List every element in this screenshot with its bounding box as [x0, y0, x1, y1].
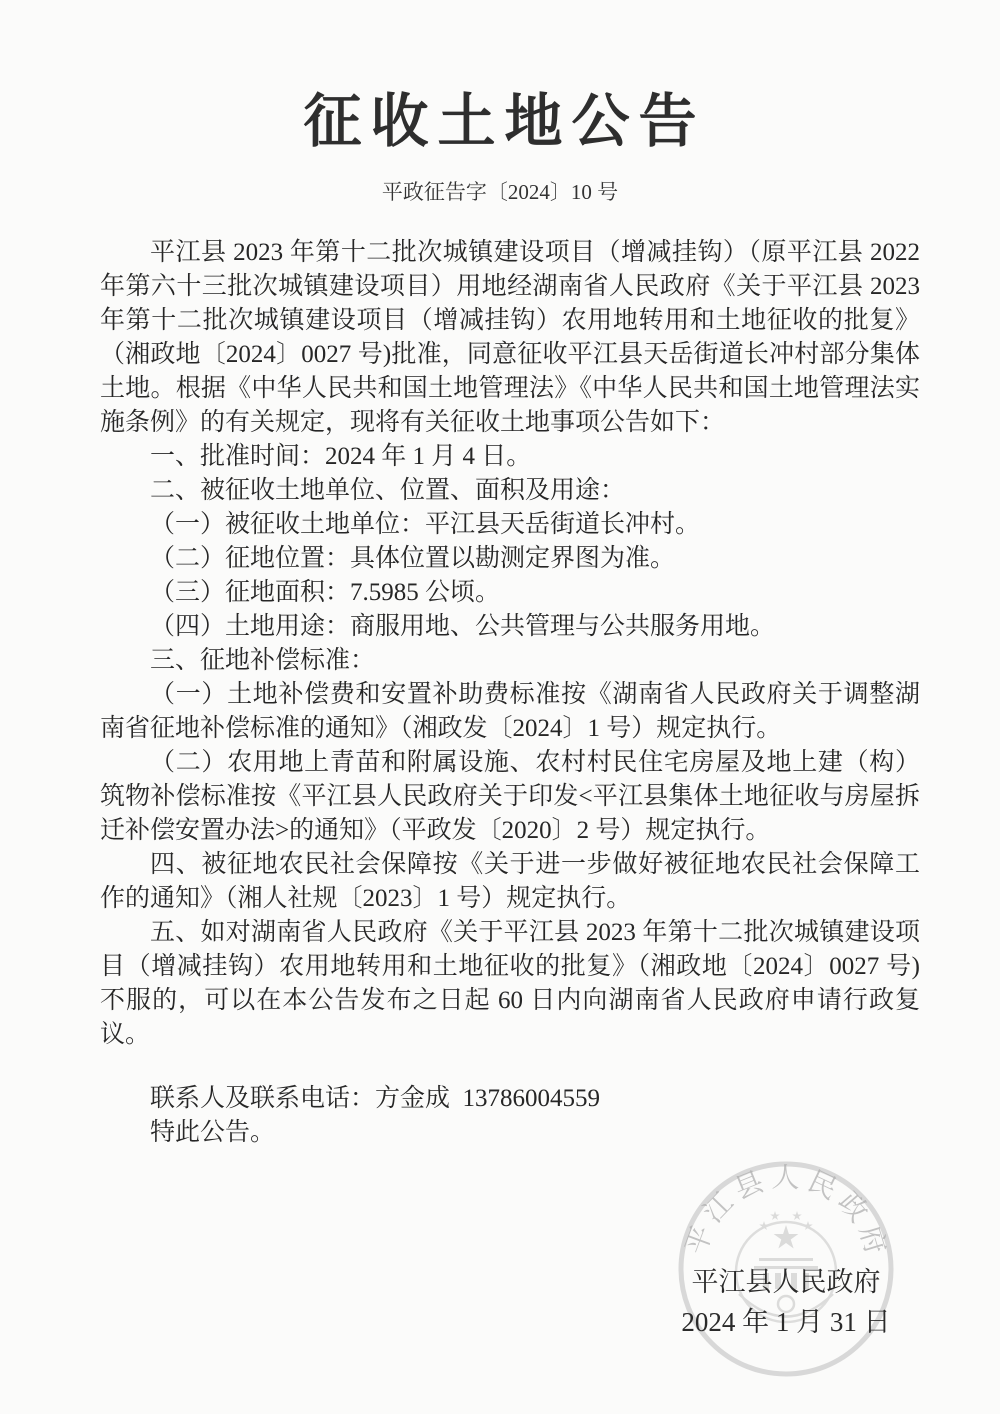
- contact-line: 联系人及联系电话：方金成 13786004559: [150, 1085, 601, 1112]
- signature-date: 2024 年 1 月 31 日: [681, 1307, 891, 1337]
- body-paragraph: （三）征地面积：7.5985 公顷。: [150, 579, 501, 606]
- body-paragraph: 五、如对湖南省人民政府《关于平江县 2023 年第十二批次城镇建设项目（增减挂钩）农用地转用和土地征收的批复》（湘政地〔2024〕0027 号)不服的，可以在本公告发布之日起 60 日内向湖南省人民政府申请行政复议。: [100, 919, 920, 1048]
- body-paragraph: （四）土地用途：商服用地、公共管理与公共服务用地。: [150, 613, 776, 640]
- document-body: [100, 236, 920, 1052]
- body-paragraph: 一、批准时间：2024 年 1 月 4 日。: [150, 443, 532, 470]
- body-paragraph: （一）土地补偿费和安置补助费标准按《湖南省人民政府关于调整湖南省征地补偿标准的通知》（湘政发〔2024〕1 号）规定执行。: [100, 681, 920, 742]
- body-paragraph: （二）征地位置：具体位置以勘测定界图为准。: [150, 545, 676, 572]
- signature-block: [650, 1262, 922, 1342]
- signature-organization: 平江县人民政府: [691, 1267, 881, 1297]
- body-paragraph: 平江县 2023 年第十二批次城镇建设项目（增减挂钩）（原平江县 2022 年第六十三批次城镇建设项目）用地经湖南省人民政府《关于平江县 2023 年第十二批次城镇建设项目（增减挂钩）农用地转用和土地征收的批复》（湘政地〔2024〕0027 号)批准，同意征收平江县天岳街道长冲村部分集体土地。根据《中华人民共和国土地管理法》《中华人民共和国土地管理法实施条例》的有关规定，现将有关征收土地事项公告如下：: [100, 239, 920, 436]
- document-number: 平政征告字〔2024〕10 号: [381, 180, 619, 204]
- body-paragraph: 二、被征收土地单位、位置、面积及用途：: [150, 477, 626, 504]
- body-paragraph: 四、被征地农民社会保障按《关于进一步做好被征地农民社会保障工作的通知》（湘人社规〔2023〕1 号）规定执行。: [100, 851, 920, 912]
- seal-ring-text: 平江县人民政府: [680, 1162, 893, 1264]
- closing-line: 特此公告。: [150, 1119, 276, 1146]
- body-paragraph: （二）农用地上青苗和附属设施、农村村民住宅房屋及地上建（构）筑物补偿标准按《平江县人民政府关于印发<平江县集体土地征收与房屋拆迁补偿安置办法>的通知》（平政发〔2020〕2 号）规定执行。: [100, 749, 920, 844]
- document-title: 征收土地公告: [303, 89, 706, 154]
- body-paragraph: （一）被征收土地单位：平江县天岳街道长冲村。: [150, 511, 701, 538]
- body-paragraph: 三、征地补偿标准：: [150, 647, 376, 674]
